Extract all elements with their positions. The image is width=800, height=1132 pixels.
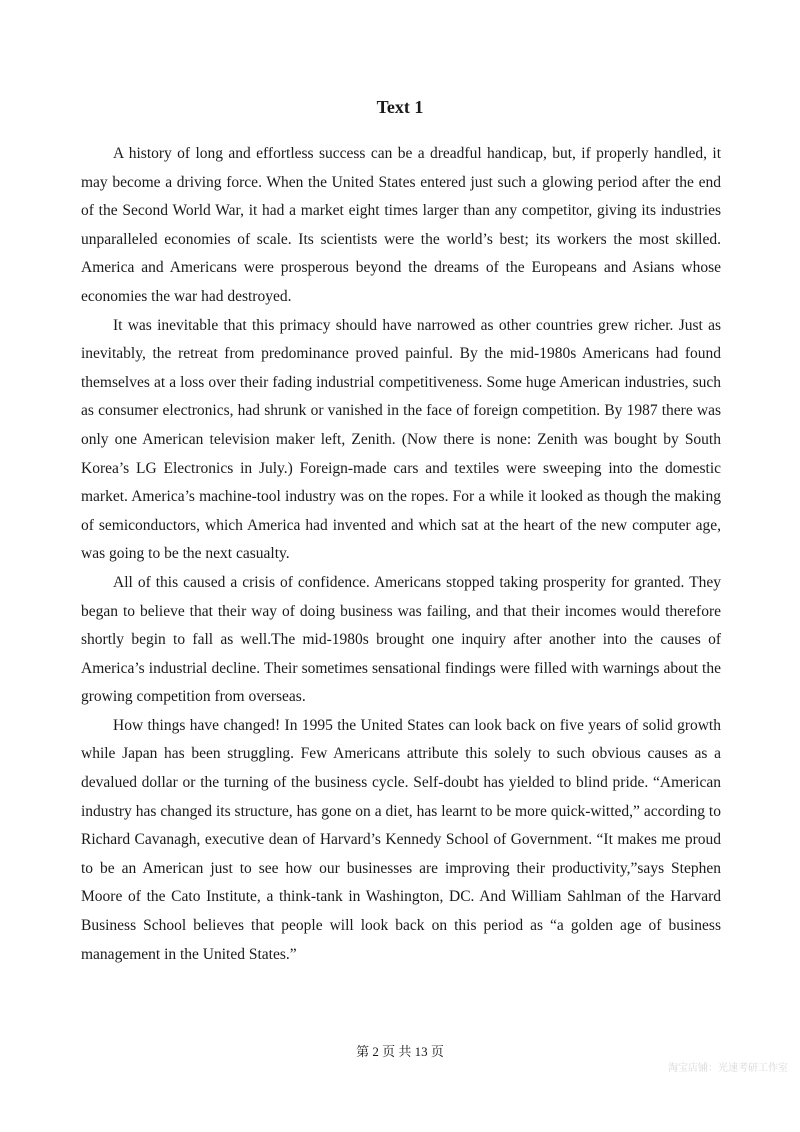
paragraph-3: All of this caused a crisis of confidence. Americans stopped taking prosperity for granted. They began to believe that their way of doing business was failing, and that their incomes would therefore shortly begin to fall as well.The mid-1980s brought one inquiry after another into the causes of America’s industrial decline. Their sometimes sensational findings were filled with warnings about the growing competition from overseas. xyxy=(81,573,721,706)
paragraph-1: A history of long and effortless success can be a dreadful handicap, but, if properly handled, it may become a driving force. When the United States entered just such a glowing period after the end of the Second World War, it had a market eight times larger than any competitor, giving its industries unparalleled economies of scale. Its scientists were the world’s best; its workers the most skilled. America and Americans were prosperous beyond the dreams of the Europeans and Asians whose economies the war had destroyed. xyxy=(81,145,721,305)
page-number-footer: 第 2 页 共 13 页 xyxy=(356,1044,444,1059)
article-body xyxy=(81,140,721,969)
paragraph-2: It was inevitable that this primacy should have narrowed as other countries grew richer. Just as inevitably, the retreat from predominance proved painful. By the mid-1980s Americans had found themselves at a loss over their fading industrial competitiveness. Some huge American industries, such as consumer electronics, had shrunk or vanished in the face of foreign competition. By 1987 there was only one American television maker left, Zenith. (Now there is none: Zenith was bought by South Korea’s LG Electronics in July.) Foreign-made cars and textiles were sweeping into the domestic market. America’s machine-tool industry was on the ropes. For a while it looked as though the making of semiconductors, which America had invented and which sat at the heart of the new computer age, was going to be the next casualty. xyxy=(81,316,721,563)
shop-watermark: 淘宝店铺：光速考研工作室 xyxy=(668,1063,788,1074)
page-title: Text 1 xyxy=(376,97,424,117)
paragraph-4: How things have changed! In 1995 the United States can look back on five years of solid growth while Japan has been struggling. Few Americans attribute this solely to such obvious causes as a devalued dollar or the turning of the business cycle. Self-doubt has yielded to blind pride. “American industry has changed its structure, has gone on a diet, has learnt to be more quick-witted,” according to Richard Cavanagh, executive dean of Harvard’s Kennedy School of Government. “It makes me proud to be an American just to see how our businesses are improving their productivity,”says Stephen Moore of the Cato Institute, a think-tank in Washington, DC. And William Sahlman of the Harvard Business School believes that people will look back on this period as “a golden age of business management in the United States.” xyxy=(81,716,721,963)
